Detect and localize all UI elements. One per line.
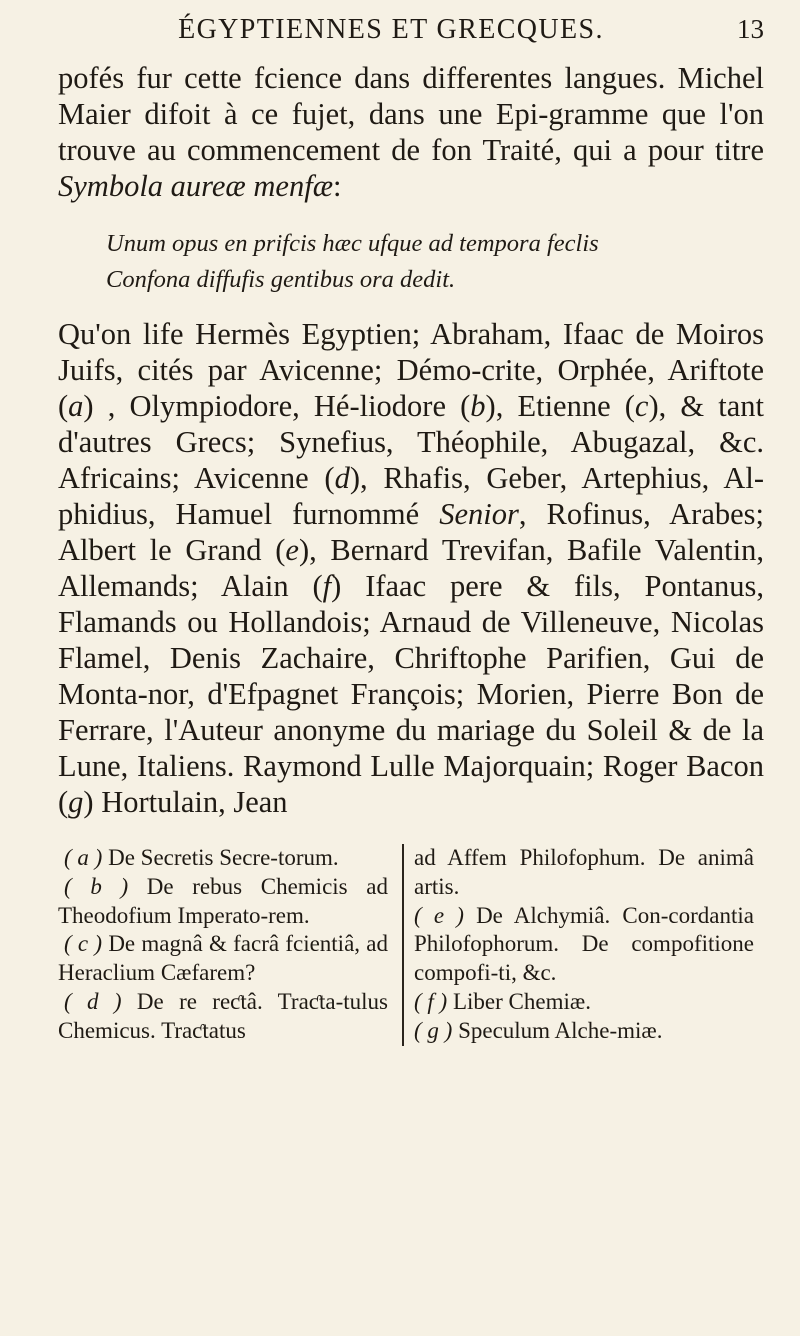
- footnote-marker: ( b ): [64, 873, 129, 899]
- footnote-ref-d[interactable]: d: [334, 461, 350, 495]
- footnotes-column-left: [58, 844, 388, 1046]
- footnote-text: De magnâ & facrâ fcientiâ, ad Heraclium Cæfarem?: [58, 931, 389, 986]
- footnote-ref-a[interactable]: a: [68, 389, 84, 423]
- footnote-text: De re reƈtâ. Traƈta-tulus Chemicus. Traƈtatus: [58, 988, 388, 1043]
- footnote-text: De rebus Chemicis ad Theodofium Imperato-rem.: [58, 873, 388, 928]
- footnote-ref-e[interactable]: e: [285, 533, 299, 567]
- footnote-text: De Secretis Secre-torum.: [102, 845, 339, 870]
- footnote-marker: ( f ): [414, 988, 448, 1014]
- paragraph-2: [58, 316, 764, 820]
- footnotes-column-right: [402, 844, 754, 1046]
- footnote-marker: ( g ): [414, 1017, 453, 1043]
- footnote-e: [414, 902, 754, 988]
- paragraph-2-text: ), Bernard Trevifan, Bafile Valentin, Allemands; Alain (: [58, 533, 764, 603]
- paragraph-2-text: ), Etienne (: [485, 389, 635, 423]
- paragraph-1-end: :: [333, 169, 342, 203]
- page-header: [58, 14, 764, 54]
- footnote-marker: ( e ): [414, 902, 464, 928]
- paragraph-2-text: ) Hortulain, Jean: [83, 785, 288, 819]
- paragraph-1-text: pofés fur cette fcience dans differentes langues. Michel Maier difoit à ce fujet, dans une Epi-gramme que l'on trouve au commencement de fon Traité, qui a pour titre: [58, 61, 764, 167]
- page-number: 13: [737, 14, 764, 44]
- paragraph-2-text: ), Rhafis, Geber, Artephius, Al-phidius, Hamuel furnommé: [58, 461, 765, 531]
- running-head: ÉGYPTIENNES ET GRECQUES.: [178, 14, 604, 45]
- footnote-text: ad Affem Philofophum. De animâ artis.: [414, 845, 754, 899]
- paragraph-2-text: , Rofinus, Arabes; Albert le Grand (: [58, 497, 764, 567]
- paragraph-2-text: ) , Olympiodore, Hé-liodore (: [83, 389, 471, 423]
- footnote-text: De Alchymiâ. Con-cordantia Philofophorum. De compofitione compofi-ti, &c.: [414, 902, 754, 986]
- footnote-d: [58, 988, 388, 1046]
- footnote-text: Speculum Alche-miæ.: [452, 1017, 663, 1043]
- footnote-d-continued: [414, 844, 754, 902]
- footnote-ref-g[interactable]: g: [68, 785, 84, 819]
- footnote-f: [414, 988, 754, 1017]
- paragraph-1: [58, 60, 764, 204]
- footnotes: [58, 844, 764, 1046]
- paragraph-2-text: ) Ifaac pere & fils, Pontanus, Flamands ou Hollandois; Arnaud de Villeneuve, Nicolas Flamel, Denis Zachaire, Chriftophe Parifien, Gui de Monta-nor, d'Efpagnet François; Morien, Pierre Bon de Ferrare, l'Auteur anonyme du mariage du Soleil & de la Lune, Italiens. Raymond Lulle Majorquain; Roger Bacon (: [58, 569, 764, 819]
- epigram: [106, 226, 764, 298]
- paragraph-2-text: Qu'on life Hermès Egyptien; Abraham, Ifaac de Moiros Juifs, cités par Avicenne; Démo-crite, Orphée, Ariftote (: [58, 317, 764, 423]
- footnote-marker: ( d ): [64, 988, 122, 1014]
- footnote-a: [58, 844, 388, 873]
- footnote-b: [58, 873, 388, 931]
- footnote-g: [414, 1017, 754, 1046]
- footnote-text: Liber Chemiæ.: [447, 988, 591, 1014]
- book-title: Symbola aureæ menfæ: [58, 169, 334, 203]
- footnote-ref-f[interactable]: f: [322, 569, 332, 603]
- epigram-line: Unum opus en prifcis hæc ufque ad tempora feclis: [106, 230, 599, 257]
- senior-epithet: Senior: [439, 497, 519, 531]
- footnote-ref-b[interactable]: b: [470, 389, 486, 423]
- footnote-ref-c[interactable]: c: [634, 389, 649, 423]
- footnote-marker: ( c ): [64, 931, 103, 957]
- paragraph-2-text: ), & tant d'autres Grecs; Synefius, Théophile, Abugazal, &c. Africains; Avicenne (: [58, 389, 764, 495]
- footnote-c: [58, 930, 388, 988]
- epigram-line: Confona diffufis gentibus ora dedit.: [106, 266, 456, 293]
- footnote-marker: ( a ): [64, 845, 103, 870]
